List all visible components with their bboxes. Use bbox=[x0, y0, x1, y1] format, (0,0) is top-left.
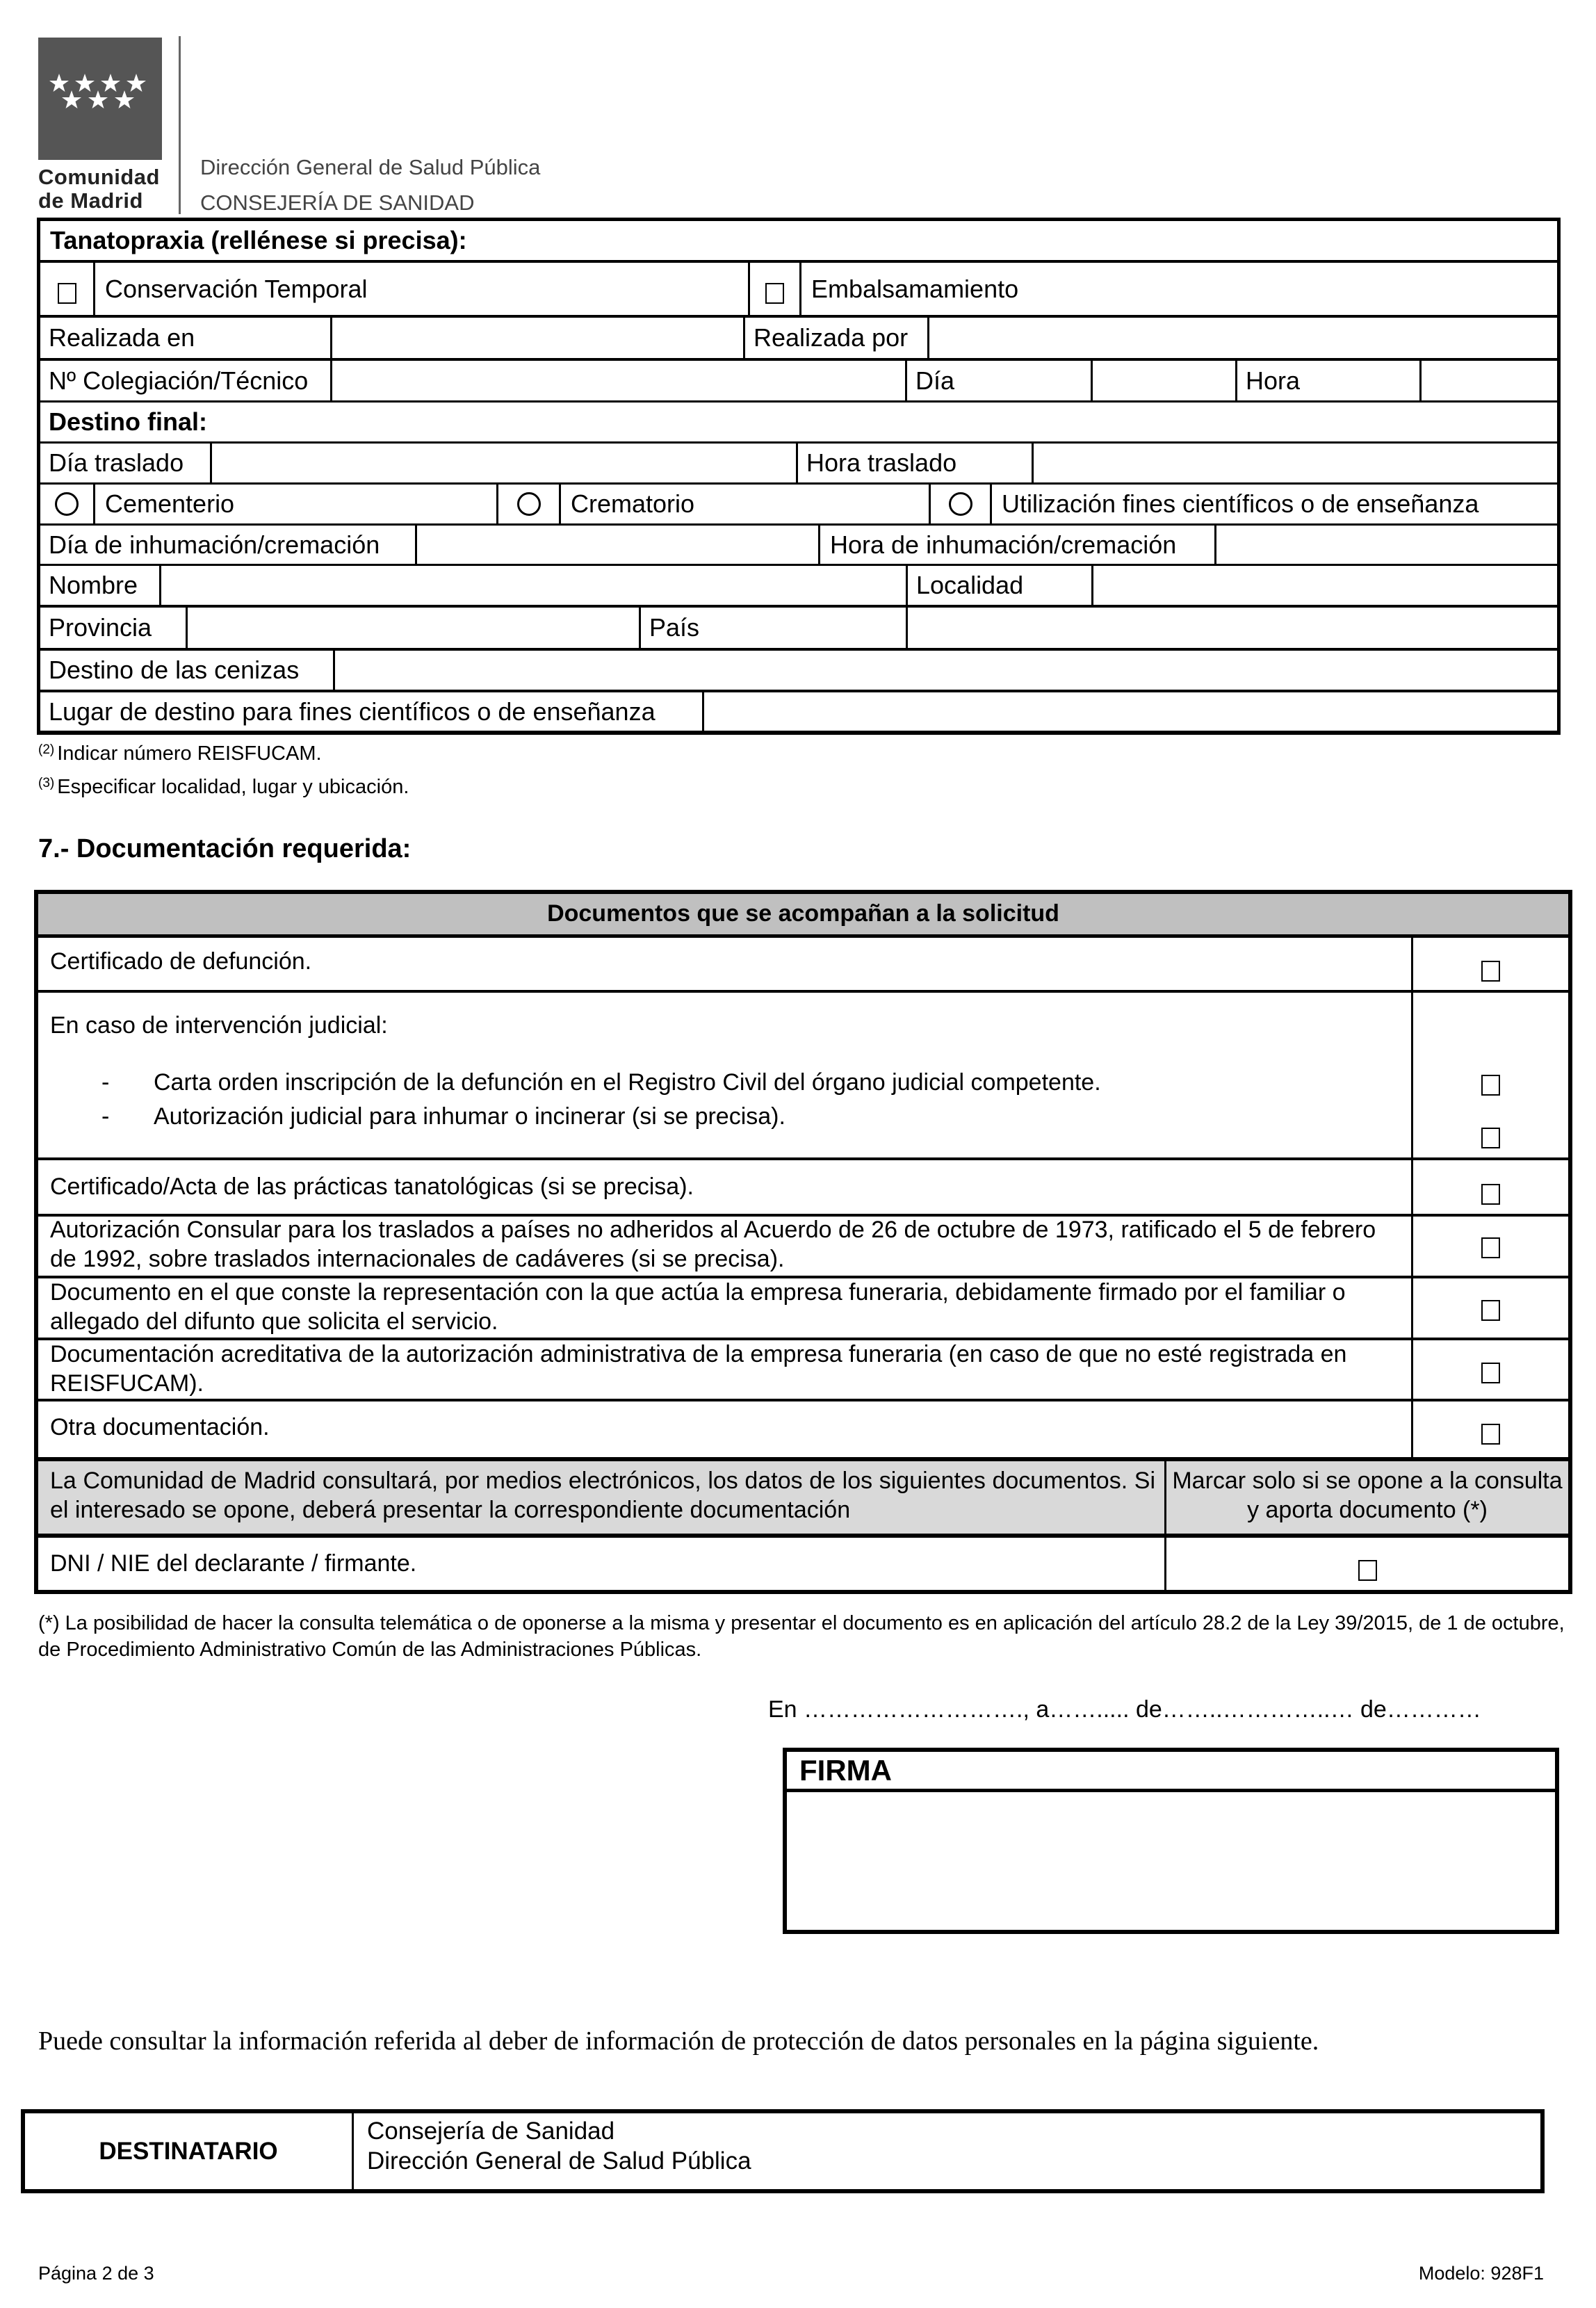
conservacion-checkbox[interactable] bbox=[40, 271, 93, 315]
consent-item-dni: DNI / NIE del declarante / firmante. bbox=[50, 1550, 417, 1577]
checkbox-icon bbox=[1481, 1424, 1500, 1445]
doc-item-autorizacion-administrativa: Documentación acreditativa de la autorización administrativa de la empresa funeraria (en caso de que no esté registrada en REISFUCAM). bbox=[50, 1341, 1347, 1397]
localidad-label: Localidad bbox=[916, 571, 1024, 599]
otra-documentacion-checkbox[interactable] bbox=[1413, 1417, 1568, 1452]
checkbox-icon bbox=[58, 283, 76, 304]
colegiacion-label: Nº Colegiación/Técnico bbox=[49, 366, 309, 395]
bullet: - bbox=[101, 1103, 110, 1130]
nombre-field[interactable] bbox=[161, 566, 906, 605]
embalsamamiento-label: Embalsamamiento bbox=[811, 274, 1019, 303]
provincia-label: Provincia bbox=[49, 613, 152, 642]
doc-subitem-carta-orden: Carta orden inscripción de la defunción en el Registro Civil del órgano judicial competente. bbox=[154, 1069, 1101, 1096]
radio-icon bbox=[55, 492, 79, 516]
embalsamamiento-checkbox[interactable] bbox=[750, 271, 799, 315]
checkbox-icon bbox=[1481, 1128, 1500, 1148]
footnote-text: Especificar localidad, lugar y ubicación. bbox=[57, 776, 409, 798]
cementerio-radio[interactable] bbox=[40, 485, 93, 523]
realizada-por-field[interactable] bbox=[929, 318, 1557, 358]
checkbox-icon bbox=[1481, 961, 1500, 982]
place-date-line[interactable]: En ………………………., a……..... de……..…………..… de………… bbox=[768, 1696, 1481, 1723]
signature-label: FIRMA bbox=[787, 1752, 1555, 1792]
destinatario-label: DESTINATARIO bbox=[25, 2113, 354, 2189]
cementerio-label: Cementerio bbox=[105, 489, 235, 518]
table-header: Documentos que se acompañan a la solicitud bbox=[547, 900, 1059, 927]
pais-label: País bbox=[649, 613, 700, 642]
page-number: Página 2 de 3 bbox=[38, 2263, 154, 2284]
realizada-en-label: Realizada en bbox=[49, 323, 195, 352]
hora-inhumacion-label: Hora de inhumación/cremación bbox=[830, 530, 1177, 559]
doc-subitem-autorizacion-judicial: Autorización judicial para inhumar o incinerar (si se precisa). bbox=[154, 1103, 785, 1130]
checkbox-icon bbox=[1481, 1184, 1500, 1205]
hora-inhumacion-field[interactable] bbox=[1216, 526, 1557, 564]
star-icon bbox=[75, 74, 95, 92]
checkbox-icon bbox=[1481, 1363, 1500, 1383]
pais-field[interactable] bbox=[908, 608, 1557, 648]
dia-traslado-field[interactable] bbox=[212, 444, 796, 482]
table-border bbox=[1568, 890, 1572, 1594]
localidad-field[interactable] bbox=[1093, 566, 1557, 605]
star-icon bbox=[127, 74, 146, 92]
doc-item-representacion: Documento en el que conste la representación con la que actúa la empresa funeraria, debidamente firmado por el familiar o allegado del difunto que solicita el servicio. bbox=[50, 1279, 1346, 1335]
hora-traslado-label: Hora traslado bbox=[806, 448, 957, 477]
row-line bbox=[34, 934, 1572, 938]
table-border bbox=[34, 890, 1572, 894]
department-name: Dirección General de Salud Pública bbox=[200, 155, 541, 179]
radio-icon bbox=[949, 492, 972, 516]
section-title: 7.- Documentación requerida: bbox=[38, 834, 412, 863]
dia-field[interactable] bbox=[1093, 361, 1235, 400]
realizada-por-label: Realizada por bbox=[754, 323, 909, 352]
signature-box[interactable] bbox=[783, 1748, 1559, 1934]
star-icon bbox=[49, 74, 69, 92]
stars-icon bbox=[38, 38, 162, 160]
checkbox-icon bbox=[1481, 1300, 1500, 1321]
checkbox-icon bbox=[1358, 1560, 1377, 1581]
footnote-2 bbox=[38, 742, 322, 765]
star-icon bbox=[101, 74, 120, 92]
destinatario-line2: Dirección General de Salud Pública bbox=[367, 2147, 751, 2175]
conservacion-label: Conservación Temporal bbox=[105, 274, 368, 303]
nombre-label: Nombre bbox=[49, 571, 138, 599]
row-line bbox=[34, 1534, 1572, 1538]
bullet: - bbox=[101, 1069, 110, 1096]
lugar-destino-label: Lugar de destino para fines científicos o de enseñanza bbox=[49, 697, 656, 726]
comunidad-de-madrid-logo bbox=[38, 38, 162, 160]
carta-orden-checkbox[interactable] bbox=[1413, 1071, 1568, 1100]
fines-cientificos-label: Utilización fines científicos o de enseñanza bbox=[1002, 489, 1479, 518]
footnote-mark: (2) bbox=[38, 742, 55, 757]
doc-item-otra-documentacion: Otra documentación. bbox=[50, 1414, 270, 1440]
table-border bbox=[37, 731, 1561, 735]
table-border bbox=[1557, 218, 1561, 735]
autorizacion-judicial-checkbox[interactable] bbox=[1413, 1123, 1568, 1153]
footnote-3 bbox=[38, 776, 409, 799]
checkbox-icon bbox=[765, 283, 784, 304]
footnote-text: Indicar número REISFUCAM. bbox=[57, 742, 322, 765]
row-line bbox=[34, 1457, 1572, 1461]
consent-column-header: Marcar solo si se opone a la consulta y aporta documento (*) bbox=[1172, 1468, 1563, 1523]
star-icon bbox=[62, 90, 81, 108]
practicas-tanatologicas-checkbox[interactable] bbox=[1413, 1178, 1568, 1210]
fines-cientificos-radio[interactable] bbox=[931, 485, 990, 523]
destino-cenizas-field[interactable] bbox=[335, 651, 1557, 690]
dia-inhumacion-label: Día de inhumación/cremación bbox=[49, 530, 380, 559]
dia-label: Día bbox=[915, 366, 955, 395]
dia-traslado-label: Día traslado bbox=[49, 448, 184, 477]
footnote-mark: (3) bbox=[38, 776, 55, 790]
autorizacion-consular-checkbox[interactable] bbox=[1413, 1230, 1568, 1265]
doc-item-certificado-defuncion: Certificado de defunción. bbox=[50, 948, 312, 975]
dia-inhumacion-field[interactable] bbox=[417, 526, 818, 564]
row-line bbox=[34, 1157, 1572, 1160]
destinatario-address bbox=[367, 2116, 751, 2176]
autorizacion-administrativa-checkbox[interactable] bbox=[1413, 1356, 1568, 1390]
crematorio-label: Crematorio bbox=[571, 489, 695, 518]
checkbox-icon bbox=[1481, 1075, 1500, 1096]
hora-label: Hora bbox=[1246, 366, 1301, 395]
doc-item-intervencion-judicial: En caso de intervención judicial: bbox=[50, 1012, 388, 1039]
crematorio-radio[interactable] bbox=[498, 485, 559, 523]
dni-oposicion-checkbox[interactable] bbox=[1166, 1553, 1568, 1588]
hora-field[interactable] bbox=[1422, 361, 1557, 400]
doc-item-autorizacion-consular: Autorización Consular para los traslados a países no adheridos al Acuerdo de 26 de octubre de 1973, ratificado el 5 de febrero de 1992, sobre traslados internacionales de cadáveres (si se precisa). bbox=[50, 1217, 1376, 1272]
row-line bbox=[34, 990, 1572, 993]
consent-text: La Comunidad de Madrid consultará, por medios electrónicos, los datos de los siguientes documentos. Si el interesado se opone, deberá presentar la correspondiente documentación bbox=[50, 1468, 1155, 1523]
certificado-defuncion-checkbox[interactable] bbox=[1413, 954, 1568, 989]
colegiacion-field[interactable] bbox=[332, 361, 905, 400]
header-divider bbox=[179, 36, 181, 214]
realizada-en-field[interactable] bbox=[332, 318, 743, 358]
row-line bbox=[34, 1399, 1572, 1401]
destino-final-title: Destino final: bbox=[49, 407, 208, 436]
checkbox-icon bbox=[1481, 1237, 1500, 1258]
model-number: Modelo: 928F1 bbox=[1418, 2263, 1544, 2284]
destino-cenizas-label: Destino de las cenizas bbox=[49, 656, 300, 684]
legal-note: (*) La posibilidad de hacer la consulta telemática o de oponerse a la misma y presentar el documento es en aplicación del artículo 28.2 de la Ley 39/2015, de 1 de octubre, de Procedimiento Administrativo Común de las Administraciones Públicas. bbox=[38, 1612, 1565, 1661]
logo-name-line2: de Madrid bbox=[38, 188, 143, 213]
table-border bbox=[34, 890, 38, 1594]
star-icon bbox=[115, 90, 134, 108]
destinatario-line1: Consejería de Sanidad bbox=[367, 2118, 615, 2145]
table-border bbox=[34, 1590, 1572, 1594]
privacy-note: Puede consultar la información referida al deber de información de protección de datos personales en la página siguiente. bbox=[38, 2026, 1319, 2056]
ministry-name: CONSEJERÍA DE SANIDAD bbox=[200, 190, 475, 215]
provincia-field[interactable] bbox=[188, 608, 639, 648]
destinatario-box bbox=[21, 2109, 1545, 2193]
hora-traslado-field[interactable] bbox=[1034, 444, 1557, 482]
tanatopraxia-title: Tanatopraxia (rellénese si precisa): bbox=[50, 226, 467, 254]
lugar-destino-field[interactable] bbox=[704, 692, 1557, 731]
logo-name-line1: Comunidad bbox=[38, 165, 160, 189]
representacion-checkbox[interactable] bbox=[1413, 1293, 1568, 1328]
doc-item-practicas-tanatologicas: Certificado/Acta de las prácticas tanatológicas (si se precisa). bbox=[50, 1173, 694, 1200]
radio-icon bbox=[517, 492, 541, 516]
star-icon bbox=[88, 90, 108, 108]
